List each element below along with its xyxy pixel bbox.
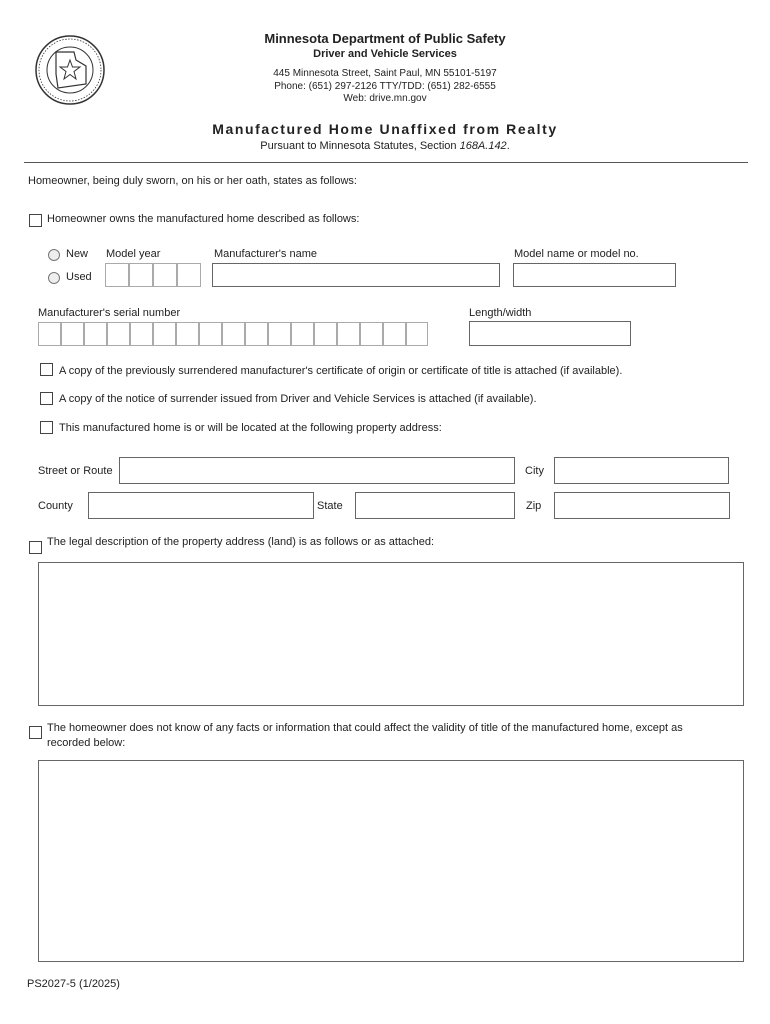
street-input[interactable]	[119, 457, 515, 484]
serial-digit[interactable]	[38, 322, 61, 346]
serial-digit[interactable]	[245, 322, 268, 346]
legal-description-textarea[interactable]	[38, 562, 744, 706]
subtitle-statute: 168A.142	[459, 140, 507, 152]
validity-label-line1: The homeowner does not know of any facts or information that could affect the validity of title of the manufactured home, except as	[47, 722, 683, 734]
serial-digit[interactable]	[153, 322, 176, 346]
model-year-digit-2[interactable]	[129, 263, 153, 287]
owns-home-checkbox[interactable]	[29, 214, 42, 227]
validity-label-line2: recorded below:	[47, 737, 126, 749]
state-label: State	[317, 500, 343, 512]
serial-digit[interactable]	[199, 322, 222, 346]
new-radio[interactable]	[48, 249, 60, 261]
serial-digit[interactable]	[84, 322, 107, 346]
new-radio-label: New	[66, 248, 89, 260]
serial-digit[interactable]	[268, 322, 291, 346]
model-year-label: Model year	[106, 248, 161, 260]
agency-address: 445 Minnesota Street, Saint Paul, MN 55101-5197	[273, 68, 497, 79]
serial-digit[interactable]	[337, 322, 360, 346]
form-title: Manufactured Home Unaffixed from Realty	[212, 121, 558, 137]
model-year-digit-3[interactable]	[153, 263, 177, 287]
serial-digit[interactable]	[222, 322, 245, 346]
manufacturer-name-label: Manufacturer's name	[214, 248, 317, 260]
manufacturer-name-input[interactable]	[212, 263, 500, 287]
serial-digit[interactable]	[383, 322, 406, 346]
serial-digit[interactable]	[107, 322, 130, 346]
serial-digit[interactable]	[360, 322, 383, 346]
certificate-copy-label: A copy of the previously surrendered manufacturer's certificate of origin or certificate of title is attached (if available).	[59, 365, 623, 377]
certificate-copy-checkbox[interactable]	[40, 363, 53, 376]
serial-number-label: Manufacturer's serial number	[38, 307, 181, 319]
state-seal	[34, 34, 106, 106]
subtitle-suffix: .	[506, 140, 510, 152]
model-year-digit-4[interactable]	[177, 263, 201, 287]
form-number: PS2027-5 (1/2025)	[27, 978, 120, 990]
legal-description-checkbox[interactable]	[29, 541, 42, 554]
validity-checkbox[interactable]	[29, 726, 42, 739]
subtitle-prefix: Pursuant to Minnesota Statutes, Section	[260, 140, 460, 152]
serial-digit[interactable]	[176, 322, 199, 346]
notice-copy-checkbox[interactable]	[40, 392, 53, 405]
model-name-label: Model name or model no.	[514, 248, 639, 260]
agency-phone: Phone: (651) 297-2126 TTY/TDD: (651) 282-6555	[274, 81, 496, 92]
serial-digit[interactable]	[61, 322, 84, 346]
length-width-label: Length/width	[469, 307, 532, 319]
header-divider	[24, 162, 748, 163]
intro-statement: Homeowner, being duly sworn, on his or her oath, states as follows:	[28, 175, 357, 187]
owns-home-label: Homeowner owns the manufactured home described as follows:	[47, 213, 360, 225]
city-input[interactable]	[554, 457, 729, 484]
location-label: This manufactured home is or will be located at the following property address:	[59, 422, 442, 434]
model-year-digit-1[interactable]	[105, 263, 129, 287]
form-subtitle	[0, 140, 770, 152]
length-width-input[interactable]	[469, 321, 631, 346]
location-checkbox[interactable]	[40, 421, 53, 434]
city-label: City	[525, 465, 544, 477]
county-label: County	[38, 500, 73, 512]
agency-name: Minnesota Department of Public Safety	[264, 31, 506, 46]
legal-description-label: The legal description of the property address (land) is as follows or as attached:	[47, 536, 435, 548]
agency-web: Web: drive.mn.gov	[343, 93, 427, 104]
state-input[interactable]	[355, 492, 515, 519]
serial-number-boxes[interactable]	[38, 322, 438, 346]
street-label: Street or Route	[38, 465, 113, 477]
used-radio-label: Used	[66, 271, 92, 283]
serial-digit[interactable]	[406, 322, 428, 346]
serial-digit[interactable]	[291, 322, 314, 346]
notice-copy-label: A copy of the notice of surrender issued from Driver and Vehicle Services is attached (if available).	[59, 393, 537, 405]
used-radio[interactable]	[48, 272, 60, 284]
zip-input[interactable]	[554, 492, 730, 519]
serial-digit[interactable]	[130, 322, 153, 346]
county-input[interactable]	[88, 492, 314, 519]
division-name: Driver and Vehicle Services	[313, 48, 457, 60]
model-name-input[interactable]	[513, 263, 676, 287]
serial-digit[interactable]	[314, 322, 337, 346]
zip-label: Zip	[526, 500, 542, 512]
validity-textarea[interactable]	[38, 760, 744, 962]
